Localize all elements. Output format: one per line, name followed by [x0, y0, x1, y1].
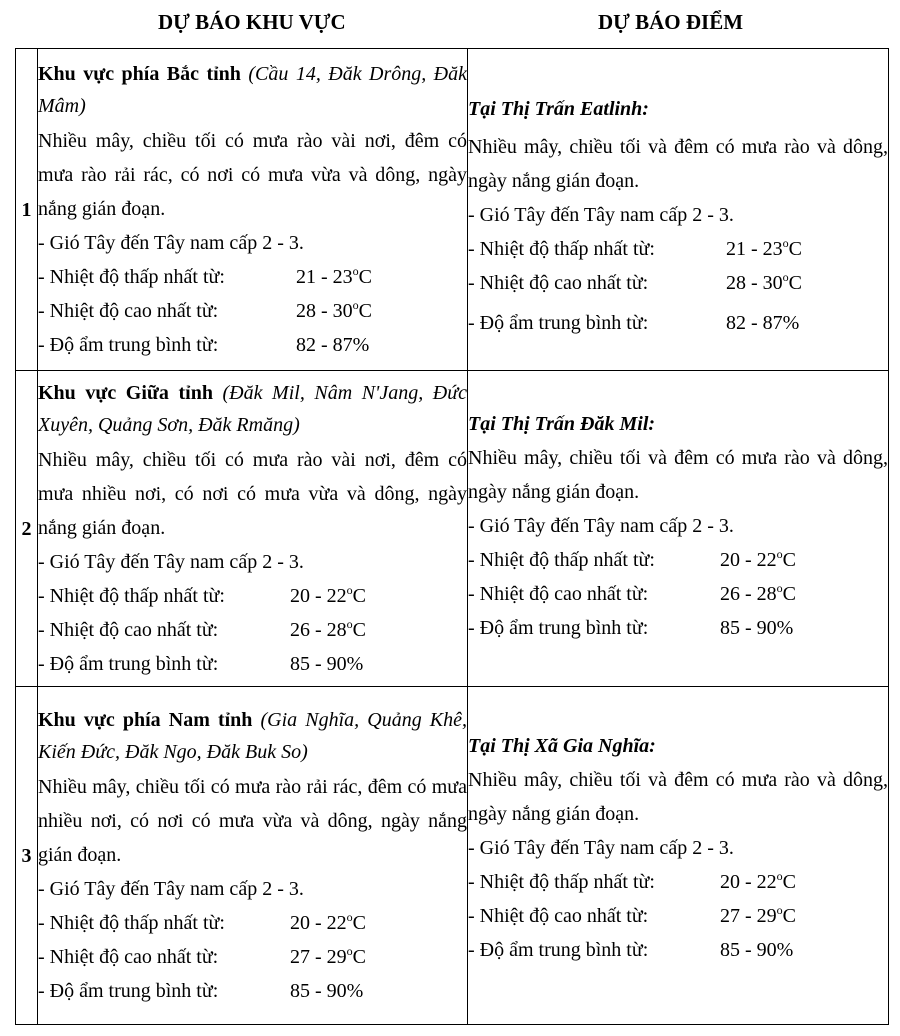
temp-min-value: 20 - 22$^o$C	[720, 869, 797, 893]
region-cell	[38, 371, 468, 687]
temp-min-value: 20 - 22$^o$C	[290, 582, 367, 607]
point-wind: - Gió Tây đến Tây nam cấp 2 - 3.	[468, 515, 734, 537]
humidity-label: - Độ ẩm trung bình từ:	[468, 311, 649, 334]
point-wind: - Gió Tây đến Tây nam cấp 2 - 3.	[468, 203, 734, 226]
row-number: 2	[16, 371, 38, 687]
point-humidity	[468, 611, 888, 645]
point-description: Nhiều mây, chiều tối và đêm có mưa rào và dông, ngày nắng gián đoạn.	[468, 769, 888, 825]
temp-min-label: - Nhiệt độ thấp nhất từ:	[468, 237, 655, 260]
point-wind: - Gió Tây đến Tây nam cấp 2 - 3.	[468, 837, 734, 859]
humidity-label: - Độ ẩm trung bình từ:	[468, 939, 649, 961]
point-temp-max	[468, 577, 888, 611]
table-row	[16, 687, 889, 1025]
temp-max-value: 27 - 29$^o$C	[290, 943, 367, 968]
region-areas: (Gia Nghĩa, Quảng Khê, Kiến Đức, Đăk Ngo, Đăk Buk So)	[38, 708, 468, 763]
point-temp-min	[468, 232, 888, 266]
forecast-table	[15, 48, 889, 1025]
region-temp-min	[38, 579, 467, 613]
region-temp-min	[38, 260, 467, 294]
point-cell	[468, 49, 889, 371]
point-humidity	[468, 933, 888, 967]
humidity-value: 85 - 90%	[720, 939, 794, 961]
point-cell	[468, 371, 889, 687]
region-cell	[38, 49, 468, 371]
region-temp-max	[38, 294, 467, 328]
point-title: Tại Thị Xã Gia Nghĩa:	[468, 735, 656, 757]
region-wind: - Gió Tây đến Tây nam cấp 2 - 3.	[38, 877, 304, 900]
point-description: Nhiều mây, chiều tối và đêm có mưa rào và dông, ngày nắng gián đoạn.	[468, 447, 888, 503]
region-cell	[38, 687, 468, 1025]
point-humidity	[468, 306, 888, 340]
region-areas: (Cầu 14, Đăk Drông, Đăk Mâm)	[38, 62, 467, 117]
humidity-value: 85 - 90%	[290, 652, 364, 675]
row-number: 1	[16, 49, 38, 371]
temp-max-value: 26 - 28$^o$C	[290, 616, 367, 641]
point-title: Tại Thị Trấn Đăk Mil:	[468, 413, 656, 435]
row-number: 3	[16, 687, 38, 1025]
temp-max-label: - Nhiệt độ cao nhất từ:	[468, 583, 649, 605]
region-description: Nhiều mây, chiều tối có mưa rào vài nơi, đêm có mưa nhiều nơi, có nơi có mưa vừa và dông, ngày nắng gián đoạn.	[38, 448, 467, 539]
region-temp-max	[38, 613, 467, 647]
temp-max-label: - Nhiệt độ cao nhất từ:	[468, 905, 649, 927]
point-temp-min	[468, 543, 888, 577]
temp-min-value: 20 - 22$^o$C	[720, 547, 797, 571]
temp-max-value: 28 - 30$^o$C	[296, 297, 373, 322]
temp-max-value: 27 - 29$^o$C	[720, 903, 797, 927]
region-temp-min	[38, 906, 467, 940]
humidity-label: - Độ ẩm trung bình từ:	[38, 979, 219, 1002]
region-name: Khu vực phía Nam tỉnh	[38, 708, 253, 731]
region-areas: (Đăk Mil, Nâm N'Jang, Đức Xuyên, Quảng Sơn, Đăk Rmăng)	[38, 381, 467, 436]
region-humidity	[38, 974, 467, 1008]
temp-max-label: - Nhiệt độ cao nhất từ:	[468, 271, 649, 294]
region-description: Nhiều mây, chiều tối có mưa rào rải rác, đêm có mưa nhiều nơi, có nơi có mưa vừa và dông, ngày nắng gián đoạn.	[38, 775, 467, 866]
humidity-value: 82 - 87%	[726, 311, 800, 334]
table-row	[16, 371, 889, 687]
temp-min-value: 20 - 22$^o$C	[290, 909, 367, 934]
point-description: Nhiều mây, chiều tối và đêm có mưa rào và dông, ngày nắng gián đoạn.	[468, 135, 888, 192]
temp-max-value: 26 - 28$^o$C	[720, 581, 797, 605]
temp-max-label: - Nhiệt độ cao nhất từ:	[38, 945, 219, 968]
region-wind: - Gió Tây đến Tây nam cấp 2 - 3.	[38, 550, 304, 573]
region-humidity	[38, 328, 467, 362]
region-wind: - Gió Tây đến Tây nam cấp 2 - 3.	[38, 231, 304, 254]
point-title: Tại Thị Trấn Eatlinh:	[468, 97, 649, 120]
humidity-label: - Độ ẩm trung bình từ:	[468, 617, 649, 639]
temp-min-label: - Nhiệt độ thấp nhất từ:	[468, 549, 655, 571]
header-point-forecast: DỰ BÁO ĐIỂM	[598, 10, 744, 34]
temp-min-value: 21 - 23$^o$C	[296, 263, 373, 288]
humidity-value: 85 - 90%	[290, 979, 364, 1002]
point-temp-max	[468, 266, 888, 300]
region-name: Khu vực Giữa tỉnh	[38, 381, 213, 404]
point-temp-max	[468, 899, 888, 933]
humidity-label: - Độ ẩm trung bình từ:	[38, 333, 219, 356]
point-temp-min	[468, 865, 888, 899]
region-title	[38, 58, 467, 122]
temp-min-label: - Nhiệt độ thấp nhất từ:	[38, 911, 225, 934]
humidity-value: 85 - 90%	[720, 617, 794, 639]
header-regional-forecast: DỰ BÁO KHU VỰC	[158, 10, 346, 34]
table-row	[16, 49, 889, 371]
temp-min-label: - Nhiệt độ thấp nhất từ:	[468, 871, 655, 893]
region-title	[38, 377, 467, 441]
temp-min-label: - Nhiệt độ thấp nhất từ:	[38, 584, 225, 607]
humidity-value: 82 - 87%	[296, 333, 370, 356]
region-name: Khu vực phía Bắc tỉnh	[38, 62, 241, 85]
region-temp-max	[38, 940, 467, 974]
temp-max-label: - Nhiệt độ cao nhất từ:	[38, 618, 219, 641]
temp-max-label: - Nhiệt độ cao nhất từ:	[38, 299, 219, 322]
region-humidity	[38, 647, 467, 681]
region-description: Nhiều mây, chiều tối có mưa rào vài nơi, đêm có mưa rào rải rác, có nơi có mưa vừa và dông, ngày nắng gián đoạn.	[38, 129, 467, 220]
point-cell	[468, 687, 889, 1025]
temp-max-value: 28 - 30$^o$C	[726, 269, 803, 294]
temp-min-label: - Nhiệt độ thấp nhất từ:	[38, 265, 225, 288]
humidity-label: - Độ ẩm trung bình từ:	[38, 652, 219, 675]
temp-min-value: 21 - 23$^o$C	[726, 235, 803, 260]
region-title	[38, 704, 467, 768]
